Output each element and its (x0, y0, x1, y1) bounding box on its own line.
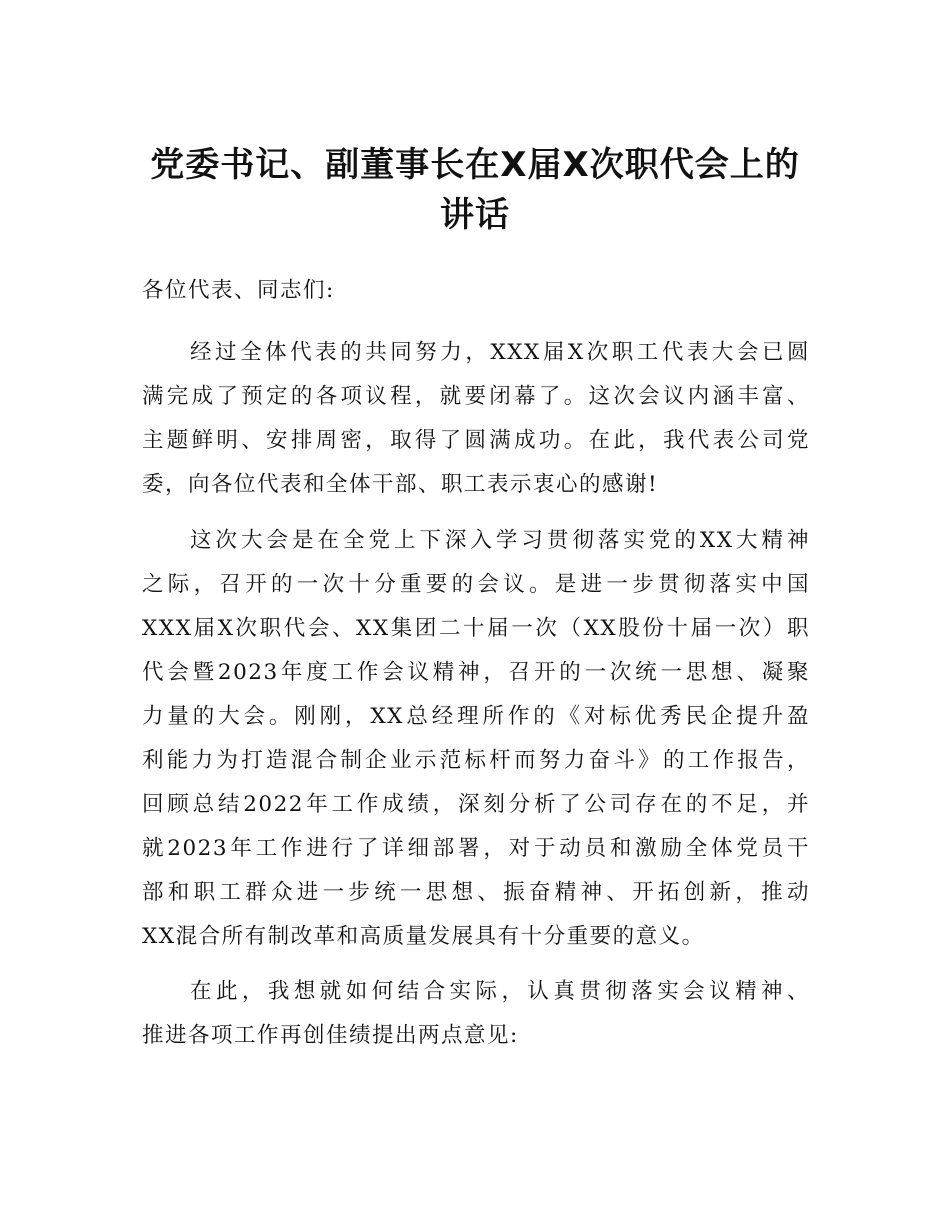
paragraph-line: 在此，我想就如何结合实际，认真贯彻落实会议精神、 (190, 979, 810, 1004)
salutation: 各位代表、同志们: (142, 278, 335, 303)
paragraph-line: XXX届X次职代会、XX集团二十届一次（XX股份十届一次）职 (142, 616, 810, 641)
title-line: 党委书记、副董事长在X届X次职代会上的 (150, 145, 800, 185)
paragraph-3 (142, 970, 810, 1058)
paragraph-line: 代会暨2023年度工作会议精神，召开的一次统一思想、凝聚 (142, 660, 810, 685)
paragraph-line: 主题鲜明、安排周密，取得了圆满成功。在此，我代表公司党 (142, 428, 810, 453)
document-title (140, 140, 810, 240)
paragraph-line: 推进各项工作再创佳绩提出两点意见: (142, 1023, 519, 1048)
paragraph-2 (142, 519, 810, 959)
paragraph-line: 委，向各位代表和全体干部、职工表示衷心的感谢! (142, 472, 659, 497)
paragraph-line: 就2023年工作进行了详细部署，对于动员和激励全体党员干 (142, 836, 810, 861)
paragraph-line: 经过全体代表的共同努力，XXX届X次职工代表大会已圆 (190, 340, 810, 365)
paragraph-line: XX混合所有制改革和高质量发展具有十分重要的意义。 (142, 924, 705, 949)
paragraph-line: 之际，召开的一次十分重要的会议。是进一步贯彻落实中国 (142, 572, 810, 597)
paragraph-line: 利能力为打造混合制企业示范标杆而努力奋斗》的工作报告， (142, 748, 810, 773)
title-line: 讲话 (440, 195, 510, 235)
paragraph-line: 力量的大会。刚刚，XX总经理所作的《对标优秀民企提升盈 (142, 704, 810, 729)
paragraph-1 (142, 331, 810, 507)
paragraph-line: 这次大会是在全党上下深入学习贯彻落实党的XX大精神 (190, 528, 810, 553)
paragraph-line: 部和职工群众进一步统一思想、振奋精神、开拓创新，推动 (142, 880, 810, 905)
paragraph-line: 回顾总结2022年工作成绩，深刻分析了公司存在的不足，并 (142, 792, 810, 817)
paragraph-line: 满完成了预定的各项议程，就要闭幕了。这次会议内涵丰富、 (142, 384, 810, 409)
